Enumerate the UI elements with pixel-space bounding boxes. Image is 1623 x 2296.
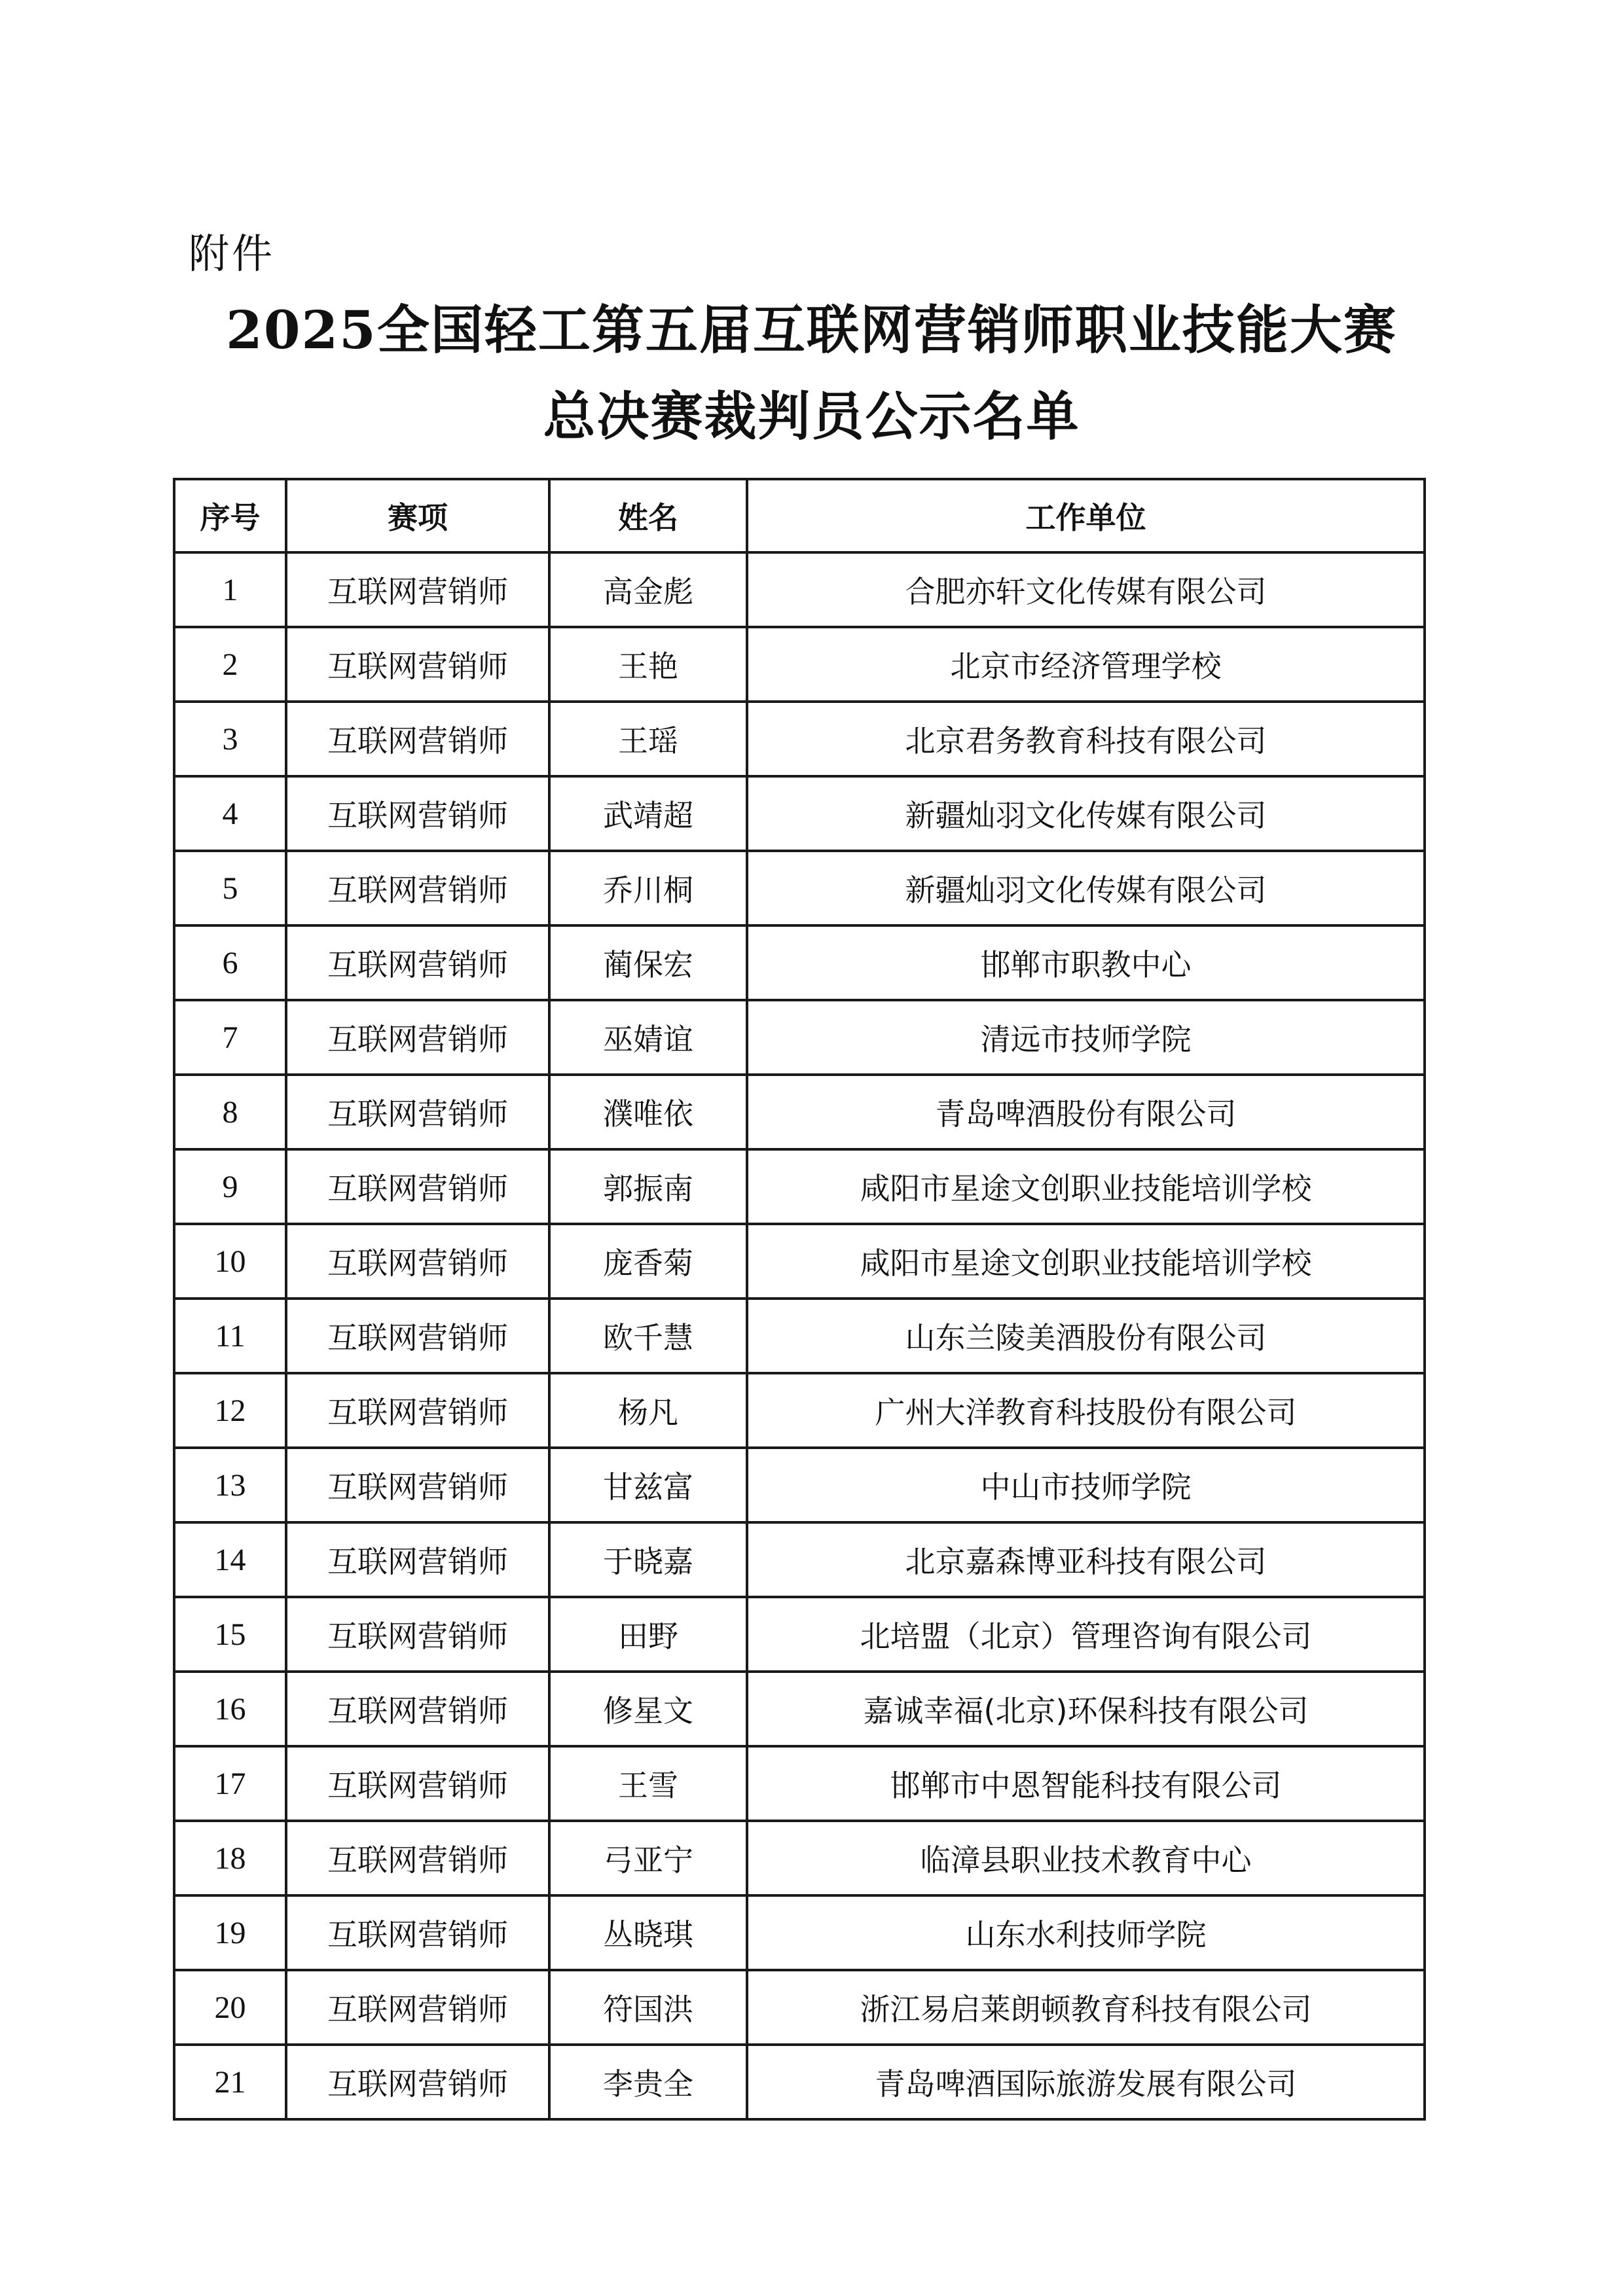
- cell-event: 互联网营销师: [286, 776, 549, 851]
- cell-event: 互联网营销师: [286, 1895, 549, 1970]
- cell-name: 濮唯依: [549, 1075, 747, 1149]
- cell-organization: 新疆灿羽文化传媒有限公司: [747, 776, 1425, 851]
- cell-serial-number: 3: [174, 702, 286, 776]
- cell-organization: 咸阳市星途文创职业技能培训学校: [747, 1224, 1425, 1299]
- cell-serial-number: 16: [174, 1672, 286, 1746]
- cell-event: 互联网营销师: [286, 552, 549, 627]
- cell-event: 互联网营销师: [286, 1522, 549, 1597]
- cell-organization: 嘉诚幸福(北京)环保科技有限公司: [747, 1672, 1425, 1746]
- cell-event: 互联网营销师: [286, 1746, 549, 1821]
- cell-event: 互联网营销师: [286, 925, 549, 1000]
- cell-name: 王雪: [549, 1746, 747, 1821]
- cell-name: 庞香菊: [549, 1224, 747, 1299]
- table-row: [174, 1522, 1425, 1597]
- cell-serial-number: 8: [174, 1075, 286, 1149]
- cell-name: 修星文: [549, 1672, 747, 1746]
- table-row: [174, 925, 1425, 1000]
- cell-name: 王艳: [549, 627, 747, 702]
- cell-name: 田野: [549, 1597, 747, 1672]
- cell-name: 高金彪: [549, 552, 747, 627]
- cell-name: 于晓嘉: [549, 1522, 747, 1597]
- cell-name: 丛晓琪: [549, 1895, 747, 1970]
- table-row: [174, 1149, 1425, 1224]
- table-row: [174, 776, 1425, 851]
- cell-name: 巫婧谊: [549, 1000, 747, 1075]
- cell-name: 符国洪: [549, 1970, 747, 2045]
- cell-event: 互联网营销师: [286, 1597, 549, 1672]
- table-row: [174, 1970, 1425, 2045]
- cell-organization: 新疆灿羽文化传媒有限公司: [747, 851, 1425, 925]
- attachment-label: 附件: [189, 230, 276, 278]
- cell-serial-number: 12: [174, 1373, 286, 1448]
- table-row: [174, 627, 1425, 702]
- table-row: [174, 1821, 1425, 1895]
- table-row: [174, 1597, 1425, 1672]
- cell-event: 互联网营销师: [286, 1149, 549, 1224]
- table-row: [174, 702, 1425, 776]
- judges-table: [173, 478, 1426, 2121]
- cell-name: 弓亚宁: [549, 1821, 747, 1895]
- cell-event: 互联网营销师: [286, 1075, 549, 1149]
- table-row: [174, 552, 1425, 627]
- cell-serial-number: 17: [174, 1746, 286, 1821]
- table-row: [174, 1895, 1425, 1970]
- table-row: [174, 851, 1425, 925]
- cell-event: 互联网营销师: [286, 1373, 549, 1448]
- cell-serial-number: 2: [174, 627, 286, 702]
- cell-serial-number: 4: [174, 776, 286, 851]
- cell-serial-number: 14: [174, 1522, 286, 1597]
- cell-serial-number: 15: [174, 1597, 286, 1672]
- cell-event: 互联网营销师: [286, 1448, 549, 1522]
- cell-serial-number: 7: [174, 1000, 286, 1075]
- table-row: [174, 2045, 1425, 2119]
- table-row: [174, 1075, 1425, 1149]
- cell-name: 杨凡: [549, 1373, 747, 1448]
- cell-event: 互联网营销师: [286, 1299, 549, 1373]
- cell-organization: 清远市技师学院: [747, 1000, 1425, 1075]
- cell-organization: 合肥亦轩文化传媒有限公司: [747, 552, 1425, 627]
- cell-name: 王瑶: [549, 702, 747, 776]
- cell-serial-number: 13: [174, 1448, 286, 1522]
- cell-serial-number: 10: [174, 1224, 286, 1299]
- cell-event: 互联网营销师: [286, 2045, 549, 2119]
- cell-organization: 中山市技师学院: [747, 1448, 1425, 1522]
- table-header-row: [174, 479, 1425, 552]
- cell-name: 李贵全: [549, 2045, 747, 2119]
- cell-organization: 北京嘉森博亚科技有限公司: [747, 1522, 1425, 1597]
- cell-event: 互联网营销师: [286, 702, 549, 776]
- table-header: [174, 479, 1425, 552]
- cell-event: 互联网营销师: [286, 1000, 549, 1075]
- cell-serial-number: 18: [174, 1821, 286, 1895]
- document-title-line-2: 总决赛裁判员公示名单: [543, 386, 1080, 447]
- cell-organization: 浙江易启莱朗顿教育科技有限公司: [747, 1970, 1425, 2045]
- cell-organization: 山东兰陵美酒股份有限公司: [747, 1299, 1425, 1373]
- cell-organization: 青岛啤酒股份有限公司: [747, 1075, 1425, 1149]
- cell-name: 武靖超: [549, 776, 747, 851]
- cell-name: 甘兹富: [549, 1448, 747, 1522]
- cell-organization: 北京市经济管理学校: [747, 627, 1425, 702]
- cell-serial-number: 6: [174, 925, 286, 1000]
- cell-organization: 临漳县职业技术教育中心: [747, 1821, 1425, 1895]
- cell-event: 互联网营销师: [286, 1672, 549, 1746]
- cell-organization: 邯郸市中恩智能科技有限公司: [747, 1746, 1425, 1821]
- cell-serial-number: 9: [174, 1149, 286, 1224]
- cell-organization: 山东水利技师学院: [747, 1895, 1425, 1970]
- header-event: 赛项: [286, 479, 549, 552]
- cell-organization: 北培盟（北京）管理咨询有限公司: [747, 1597, 1425, 1672]
- table-row: [174, 1000, 1425, 1075]
- header-serial-number: 序号: [174, 479, 286, 552]
- cell-event: 互联网营销师: [286, 1821, 549, 1895]
- cell-serial-number: 21: [174, 2045, 286, 2119]
- cell-serial-number: 11: [174, 1299, 286, 1373]
- cell-event: 互联网营销师: [286, 627, 549, 702]
- cell-organization: 咸阳市星途文创职业技能培训学校: [747, 1149, 1425, 1224]
- cell-name: 欧千慧: [549, 1299, 747, 1373]
- cell-serial-number: 5: [174, 851, 286, 925]
- document-title-line-1: 2025全国轻工第五届互联网营销师职业技能大赛: [226, 299, 1397, 361]
- header-organization: 工作单位: [747, 479, 1425, 552]
- cell-organization: 北京君务教育科技有限公司: [747, 702, 1425, 776]
- cell-event: 互联网营销师: [286, 851, 549, 925]
- header-name: 姓名: [549, 479, 747, 552]
- table-row: [174, 1746, 1425, 1821]
- cell-serial-number: 19: [174, 1895, 286, 1970]
- cell-organization: 青岛啤酒国际旅游发展有限公司: [747, 2045, 1425, 2119]
- table-body: [174, 552, 1425, 2119]
- cell-organization: 广州大洋教育科技股份有限公司: [747, 1373, 1425, 1448]
- cell-organization: 邯郸市职教中心: [747, 925, 1425, 1000]
- cell-serial-number: 20: [174, 1970, 286, 2045]
- table-row: [174, 1299, 1425, 1373]
- cell-serial-number: 1: [174, 552, 286, 627]
- cell-name: 郭振南: [549, 1149, 747, 1224]
- table-row: [174, 1672, 1425, 1746]
- cell-event: 互联网营销师: [286, 1970, 549, 2045]
- cell-name: 蔺保宏: [549, 925, 747, 1000]
- table-row: [174, 1448, 1425, 1522]
- cell-event: 互联网营销师: [286, 1224, 549, 1299]
- table-row: [174, 1224, 1425, 1299]
- cell-name: 乔川桐: [549, 851, 747, 925]
- table-row: [174, 1373, 1425, 1448]
